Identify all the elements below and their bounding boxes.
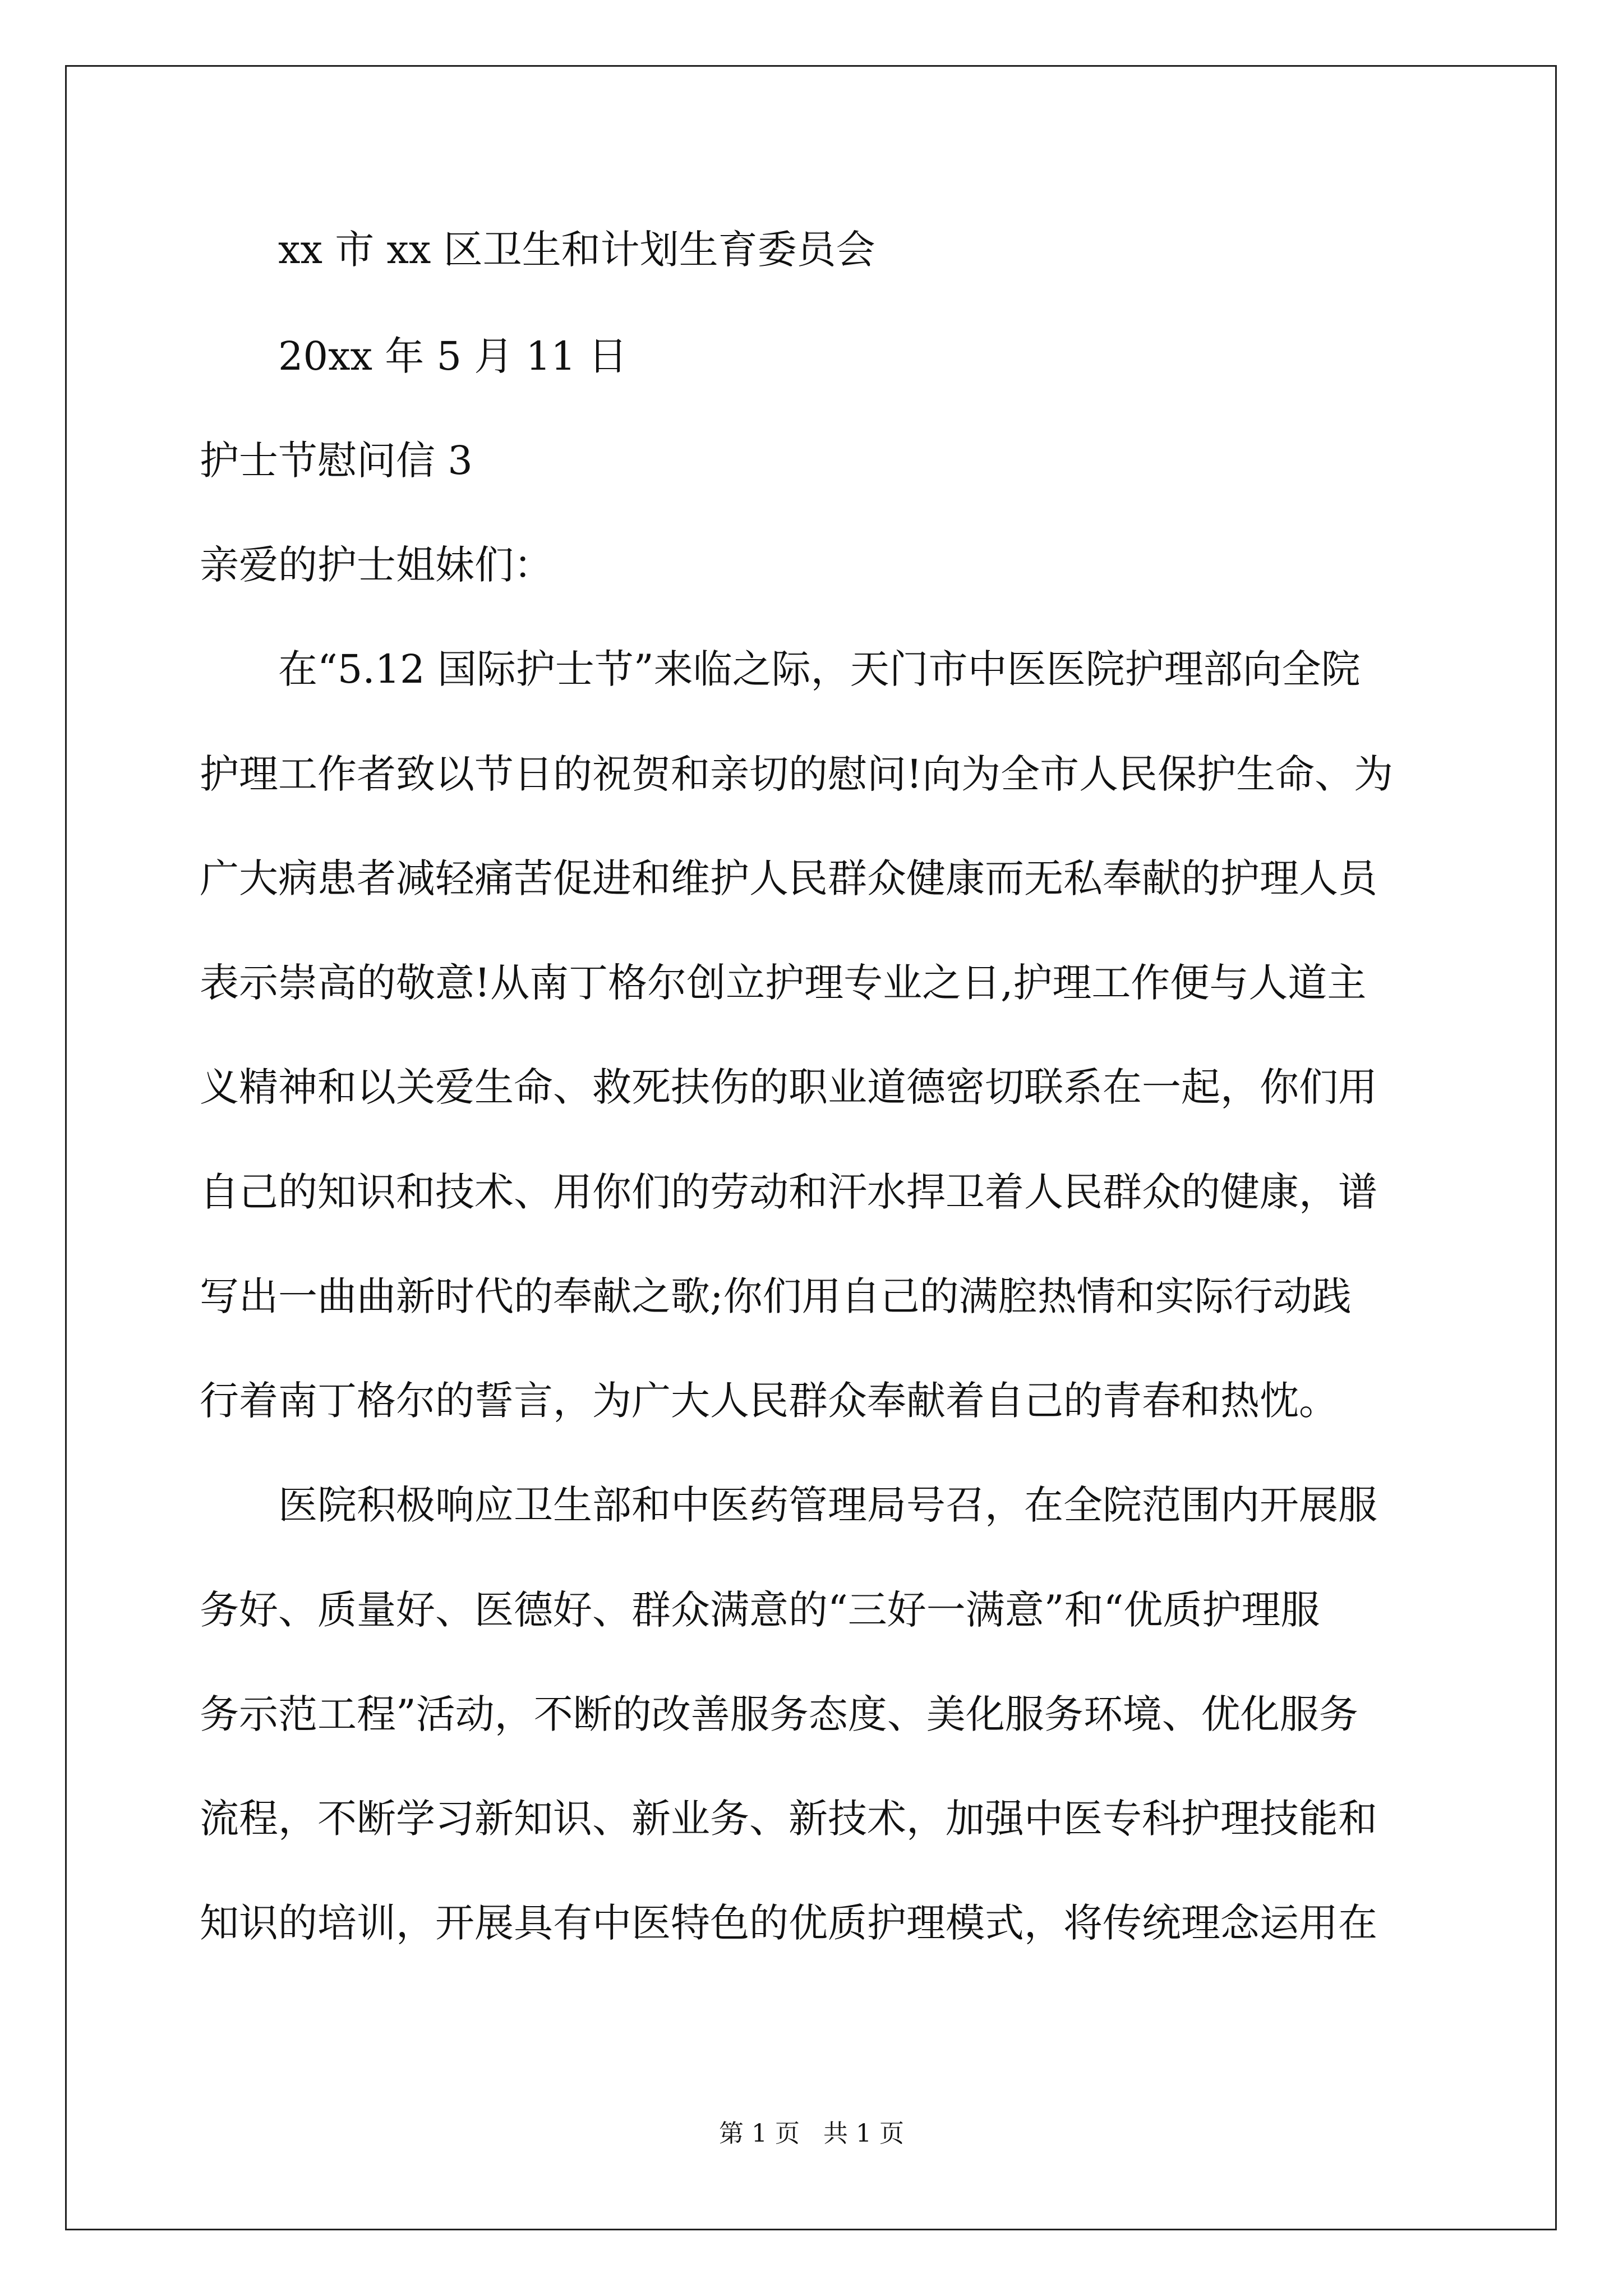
paragraph-line: 知识的培训，开展具有中医特色的优质护理模式，将传统理念运用在	[200, 1900, 1377, 1946]
page-number: 第 1 页	[719, 2119, 800, 2148]
paragraph-line: 广大病患者减轻痛苦促进和维护人民群众健康而无私奉献的护理人员	[200, 855, 1377, 901]
paragraph-line: 务好、质量好、医德好、群众满意的“三好一满意”和“优质护理服	[200, 1587, 1320, 1633]
paragraph-line: 写出一曲曲新时代的奉献之歌;你们用自己的满腔热情和实际行动践	[200, 1273, 1352, 1319]
paragraph-line: 在“5.12 国际护士节”来临之际，天门市中医医院护理部向全院	[278, 646, 1361, 692]
page-total: 共 1 页	[823, 2119, 904, 2148]
paragraph-line: 义精神和以关爱生命、救死扶伤的职业道德密切联系在一起，你们用	[200, 1064, 1377, 1110]
paragraph-line: 行着南丁格尔的誓言，为广大人民群众奉献着自己的青春和热忱。	[200, 1378, 1338, 1424]
salutation: 亲爱的护士姐妹们：	[200, 542, 553, 588]
paragraph-line: 医院积极响应卫生部和中医药管理局号召，在全院范围内开展服	[278, 1482, 1377, 1528]
paragraph-line: 流程，不断学习新知识、新业务、新技术，加强中医专科护理技能和	[200, 1796, 1377, 1842]
issuer-line: xx 市 xx 区卫生和计划生育委员会	[278, 227, 875, 273]
date-line: 20xx 年 5 月 11 日	[278, 333, 628, 379]
paragraph-line: 务示范工程”活动，不断的改善服务态度、美化服务环境、优化服务	[200, 1691, 1358, 1737]
paragraph-line: 表示崇高的敬意!从南丁格尔创立护理专业之日,护理工作便与人道主	[200, 960, 1367, 1006]
letter-title: 护士节慰问信 3	[200, 438, 473, 484]
paragraph-line: 自己的知识和技术、用你们的劳动和汗水捍卫着人民群众的健康，谱	[200, 1169, 1377, 1215]
page-footer	[0, 2119, 1623, 2148]
paragraph-line: 护理工作者致以节日的祝贺和亲切的慰问!向为全市人民保护生命、为	[200, 751, 1394, 797]
